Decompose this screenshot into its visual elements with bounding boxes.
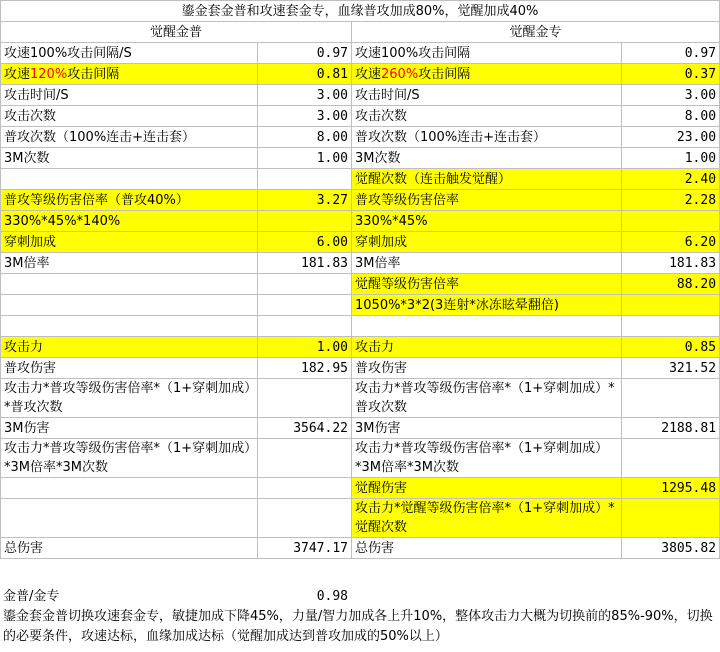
right-value-cell[interactable] <box>622 316 720 337</box>
table-row <box>1 64 720 85</box>
right-value-cell[interactable]: 8.00 <box>622 106 720 127</box>
left-label-cell[interactable]: 普攻等级伤害倍率（普攻40%） <box>1 190 258 211</box>
right-label-cell[interactable]: 3M倍率 <box>352 253 622 274</box>
right-value-cell[interactable]: 2.40 <box>622 169 720 190</box>
right-value-cell[interactable] <box>622 379 720 418</box>
left-label-cell[interactable]: 普攻伤害 <box>1 358 258 379</box>
right-label-cell[interactable]: 觉醒次数（连击触发觉醒） <box>352 169 622 190</box>
left-value-cell[interactable]: 3.00 <box>258 85 352 106</box>
left-label-cell[interactable]: 攻击力 <box>1 337 258 358</box>
table-row <box>1 127 720 148</box>
left-label-cell[interactable] <box>1 295 258 316</box>
left-value-cell[interactable]: 181.83 <box>258 253 352 274</box>
left-value-cell[interactable] <box>258 499 352 538</box>
left-value-cell[interactable]: 3.00 <box>258 106 352 127</box>
left-value-cell[interactable] <box>258 379 352 418</box>
table-row <box>1 499 720 538</box>
table-row <box>1 274 720 295</box>
table-row <box>1 316 720 337</box>
left-value-cell[interactable] <box>258 439 352 478</box>
left-label-cell[interactable]: 330%*45%*140% <box>1 211 258 232</box>
right-value-cell[interactable]: 2.28 <box>622 190 720 211</box>
ratio-value-cell[interactable]: 0.98 <box>316 588 348 604</box>
table-row <box>1 85 720 106</box>
right-value-cell[interactable]: 0.37 <box>622 64 720 85</box>
left-value-cell[interactable]: 182.95 <box>258 358 352 379</box>
table-row <box>1 106 720 127</box>
table-row <box>1 253 720 274</box>
highlight-percent: 260% <box>381 66 419 82</box>
left-value-cell[interactable] <box>258 169 352 190</box>
right-value-cell[interactable]: 1295.48 <box>622 478 720 499</box>
table-row <box>1 358 720 379</box>
left-value-cell[interactable]: 0.81 <box>258 64 352 85</box>
ratio-row <box>0 586 719 606</box>
right-label-cell[interactable]: 3M伤害 <box>352 418 622 439</box>
right-value-cell[interactable]: 0.97 <box>622 43 720 64</box>
right-value-cell[interactable] <box>622 439 720 478</box>
right-label-cell[interactable]: 觉醒等级伤害倍率 <box>352 274 622 295</box>
right-label-cell[interactable]: 攻击力*普攻等级伤害倍率*（1+穿刺加成）*普攻次数 <box>352 379 622 418</box>
right-value-cell[interactable]: 2188.81 <box>622 418 720 439</box>
right-value-cell[interactable] <box>622 499 720 538</box>
right-label-cell[interactable]: 攻速100%攻击间隔 <box>352 43 622 64</box>
table-row <box>1 43 720 64</box>
left-label-cell[interactable]: 总伤害 <box>1 538 258 559</box>
left-value-cell[interactable] <box>258 211 352 232</box>
right-label-cell[interactable]: 普攻等级伤害倍率 <box>352 190 622 211</box>
table-row <box>1 478 720 499</box>
left-label-cell[interactable] <box>1 499 258 538</box>
left-label-cell[interactable] <box>1 169 258 190</box>
left-value-cell[interactable]: 0.97 <box>258 43 352 64</box>
left-label-cell[interactable]: 普攻次数（100%连击+连击套） <box>1 127 258 148</box>
summary-section <box>0 586 720 648</box>
left-value-cell[interactable] <box>258 295 352 316</box>
label-text: 攻击间隔 <box>67 66 120 82</box>
left-value-cell[interactable]: 1.00 <box>258 148 352 169</box>
highlight-percent: 120% <box>30 66 68 82</box>
left-label-cell[interactable] <box>1 274 258 295</box>
left-value-cell[interactable]: 3747.17 <box>258 538 352 559</box>
left-value-cell[interactable]: 3564.22 <box>258 418 352 439</box>
summary-table <box>0 586 719 648</box>
right-label-cell[interactable]: 攻击力 <box>352 337 622 358</box>
label-text: 攻击间隔 <box>418 66 471 82</box>
left-label-cell[interactable] <box>1 316 258 337</box>
right-value-cell[interactable]: 88.20 <box>622 274 720 295</box>
empty-cell[interactable] <box>621 586 719 606</box>
right-label-cell[interactable]: 攻击力*觉醒等级伤害倍率*（1+穿刺加成）*觉醒次数 <box>352 499 622 538</box>
right-label-cell[interactable]: 攻击次数 <box>352 106 622 127</box>
title-row <box>1 1 720 22</box>
left-label-cell[interactable] <box>1 64 258 85</box>
left-label-cell[interactable]: 攻击力*普攻等级伤害倍率*（1+穿刺加成）*普攻次数 <box>1 379 258 418</box>
right-value-cell[interactable]: 181.83 <box>622 253 720 274</box>
right-value-cell[interactable]: 3.00 <box>622 85 720 106</box>
left-label-cell[interactable]: 穿刺加成 <box>1 232 258 253</box>
table-row <box>1 379 720 418</box>
right-value-cell[interactable]: 23.00 <box>622 127 720 148</box>
left-label-cell[interactable]: 攻击时间/S <box>1 85 258 106</box>
left-label-cell[interactable]: 攻击次数 <box>1 106 258 127</box>
right-value-cell[interactable]: 0.85 <box>622 337 720 358</box>
table-row <box>1 190 720 211</box>
right-label-cell[interactable]: 穿刺加成 <box>352 232 622 253</box>
table-row <box>1 439 720 478</box>
right-label-cell[interactable] <box>352 316 622 337</box>
table-row <box>1 211 720 232</box>
left-value-cell[interactable]: 3.27 <box>258 190 352 211</box>
right-label-cell[interactable]: 330%*45% <box>352 211 622 232</box>
left-label-cell[interactable]: 攻击力*普攻等级伤害倍率*（1+穿刺加成）*3M倍率*3M次数 <box>1 439 258 478</box>
left-value-cell[interactable]: 8.00 <box>258 127 352 148</box>
left-value-cell[interactable]: 6.00 <box>258 232 352 253</box>
right-label-cell[interactable]: 觉醒伤害 <box>352 478 622 499</box>
table-row <box>1 148 720 169</box>
table-row <box>1 169 720 190</box>
left-label-cell[interactable]: 攻速100%攻击间隔/S <box>1 43 258 64</box>
left-label-cell[interactable]: 3M次数 <box>1 148 258 169</box>
right-label-cell[interactable] <box>352 64 622 85</box>
right-label-cell[interactable]: 1050%*3*2(3连射*冰冻眩晕翻倍) <box>352 295 622 316</box>
left-value-cell[interactable] <box>258 274 352 295</box>
right-label-cell[interactable]: 3M次数 <box>352 148 622 169</box>
right-label-cell[interactable]: 普攻伤害 <box>352 358 622 379</box>
right-value-cell[interactable]: 3805.82 <box>622 538 720 559</box>
label-text: 攻速 <box>355 66 382 82</box>
sheet-title[interactable]: 鎏金套金普和攻速套金专，血缘普攻加成80%，觉醒加成40% <box>1 1 720 22</box>
right-value-cell[interactable]: 321.52 <box>622 358 720 379</box>
note-row <box>0 606 719 648</box>
left-value-cell[interactable] <box>258 316 352 337</box>
table-row <box>1 337 720 358</box>
table-row <box>1 295 720 316</box>
left-value-cell[interactable]: 1.00 <box>258 337 352 358</box>
ratio-label-cell[interactable]: 金普/金专 <box>3 588 60 604</box>
right-label-cell[interactable]: 普攻次数（100%连击+连击套） <box>352 127 622 148</box>
right-label-cell[interactable]: 总伤害 <box>352 538 622 559</box>
left-label-cell[interactable] <box>1 478 258 499</box>
empty-cell[interactable] <box>351 586 621 606</box>
summary-note[interactable]: 鎏金套金普切换攻速套金专，敏捷加成下降45%，力量/智力加成各上升10%，整体攻击力大概为切换前的85%-90%，切换的必要条件，攻速达标，血缘加成达标（觉醒加成达到普攻加成的50%以上） <box>3 609 713 644</box>
table-row <box>1 538 720 559</box>
right-column-header[interactable]: 觉醒金专 <box>352 22 720 43</box>
table-row <box>1 418 720 439</box>
right-value-cell[interactable] <box>622 295 720 316</box>
right-label-cell[interactable]: 攻击力*普攻等级伤害倍率*（1+穿刺加成）*3M倍率*3M次数 <box>352 439 622 478</box>
right-value-cell[interactable]: 1.00 <box>622 148 720 169</box>
left-label-cell[interactable]: 3M伤害 <box>1 418 258 439</box>
left-value-cell[interactable] <box>258 478 352 499</box>
right-label-cell[interactable]: 攻击时间/S <box>352 85 622 106</box>
left-column-header[interactable]: 觉醒金普 <box>1 22 352 43</box>
label-text: 攻速 <box>4 66 31 82</box>
table-row <box>1 232 720 253</box>
left-label-cell[interactable]: 3M倍率 <box>1 253 258 274</box>
right-value-cell[interactable] <box>622 211 720 232</box>
right-value-cell[interactable]: 6.20 <box>622 232 720 253</box>
header-row <box>1 22 720 43</box>
